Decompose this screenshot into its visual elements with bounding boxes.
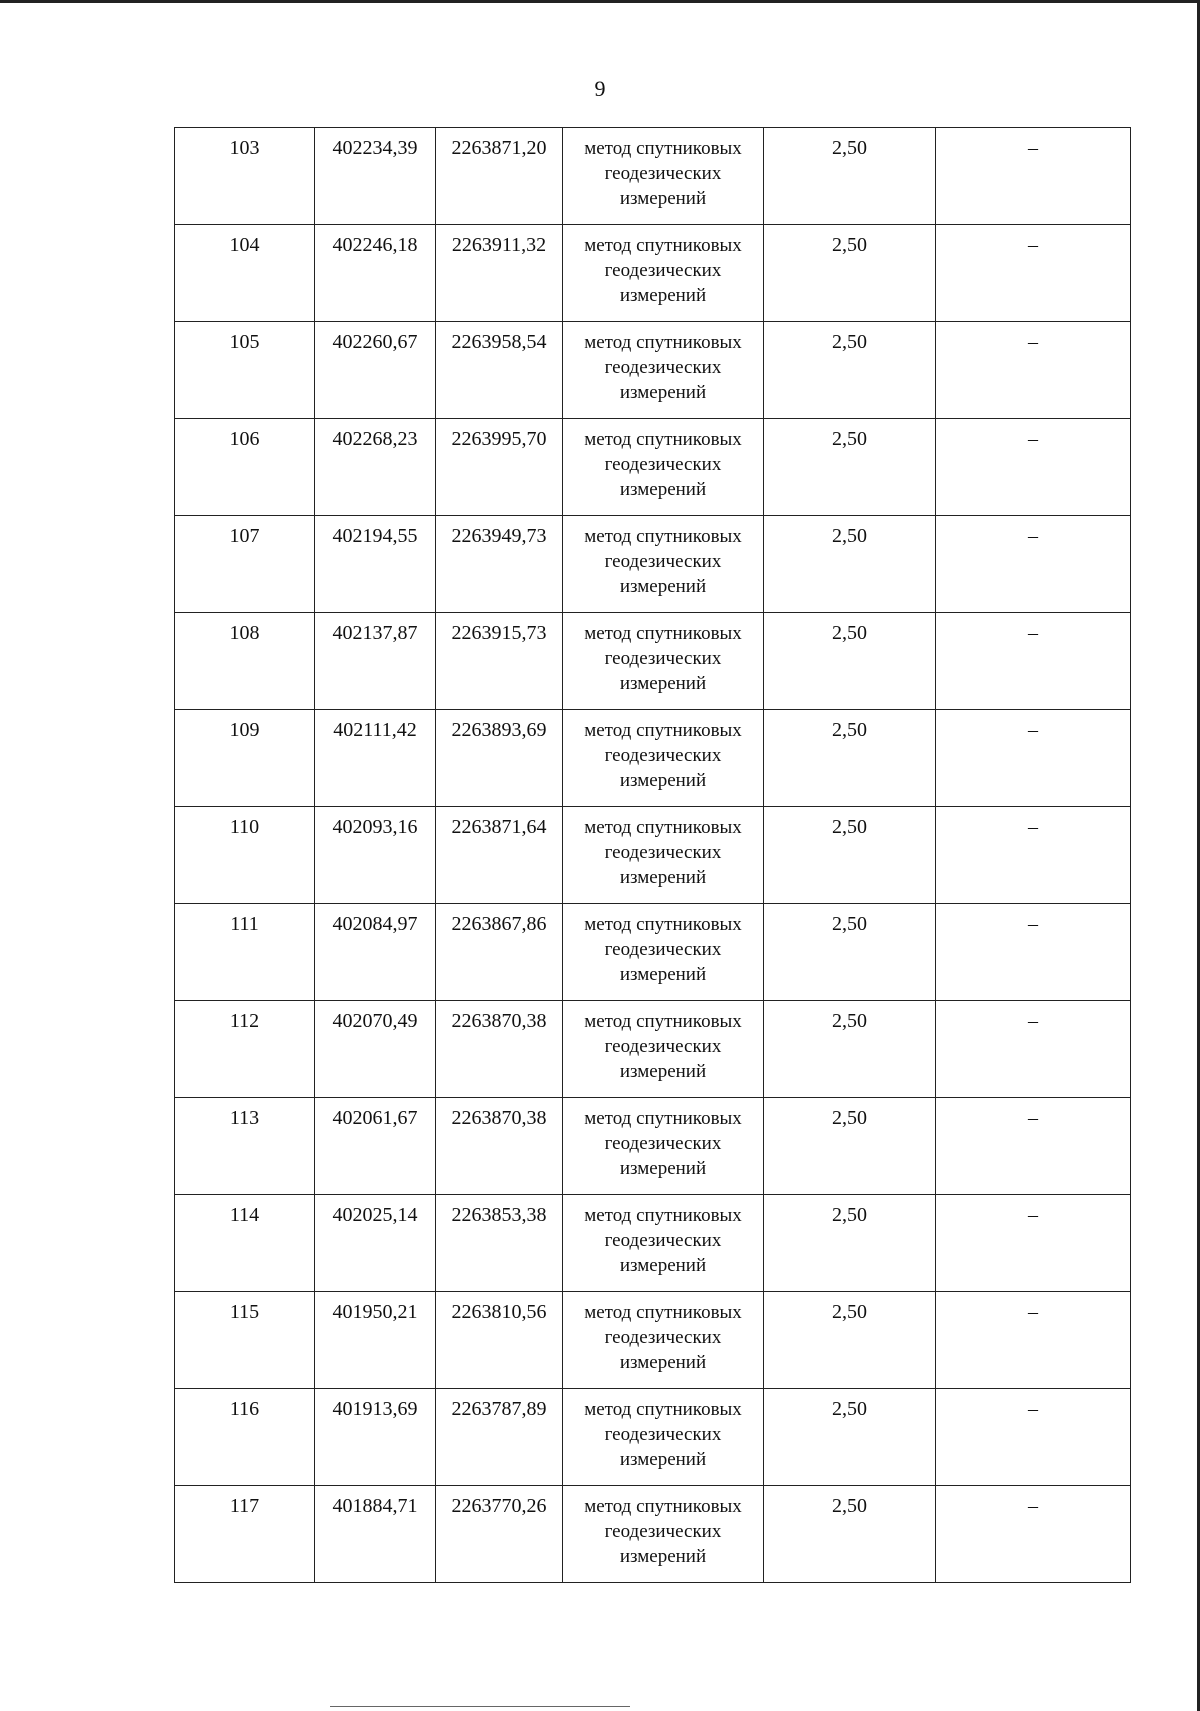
cell-point-number: 109 [175, 710, 315, 807]
cell-note: – [936, 904, 1131, 1001]
table-row [175, 419, 1131, 516]
table-row [175, 710, 1131, 807]
cell-coordinate-x: 402246,18 [315, 225, 436, 322]
cell-coordinate-x: 402084,97 [315, 904, 436, 1001]
table-row [175, 1001, 1131, 1098]
cell-coordinate-y: 2263893,69 [436, 710, 563, 807]
cell-point-number: 103 [175, 128, 315, 225]
cell-accuracy: 2,50 [764, 1195, 936, 1292]
cell-note: – [936, 1389, 1131, 1486]
cell-point-number: 114 [175, 1195, 315, 1292]
coordinates-table-body [175, 128, 1131, 1583]
cell-note: – [936, 1486, 1131, 1583]
cell-accuracy: 2,50 [764, 225, 936, 322]
table-row [175, 807, 1131, 904]
cell-coordinate-y: 2263810,56 [436, 1292, 563, 1389]
cell-coordinate-y: 2263870,38 [436, 1098, 563, 1195]
table-row [175, 322, 1131, 419]
cell-coordinate-x: 401884,71 [315, 1486, 436, 1583]
cell-coordinate-y: 2263915,73 [436, 613, 563, 710]
cell-point-number: 116 [175, 1389, 315, 1486]
cell-note: – [936, 419, 1131, 516]
cell-note: – [936, 516, 1131, 613]
cell-coordinate-y: 2263958,54 [436, 322, 563, 419]
cell-point-number: 115 [175, 1292, 315, 1389]
cell-coordinate-y: 2263949,73 [436, 516, 563, 613]
cell-accuracy: 2,50 [764, 1098, 936, 1195]
cell-note: – [936, 613, 1131, 710]
cell-method: метод спутниковых геодезических измерений [563, 128, 764, 225]
cell-method: метод спутниковых геодезических измерений [563, 1001, 764, 1098]
bottom-rule [330, 1706, 630, 1707]
cell-method: метод спутниковых геодезических измерений [563, 419, 764, 516]
cell-coordinate-x: 402061,67 [315, 1098, 436, 1195]
cell-method: метод спутниковых геодезических измерений [563, 1098, 764, 1195]
cell-coordinate-y: 2263870,38 [436, 1001, 563, 1098]
cell-method: метод спутниковых геодезических измерений [563, 1389, 764, 1486]
cell-method: метод спутниковых геодезических измерений [563, 1292, 764, 1389]
cell-point-number: 113 [175, 1098, 315, 1195]
cell-method: метод спутниковых геодезических измерений [563, 1195, 764, 1292]
cell-method: метод спутниковых геодезических измерений [563, 1486, 764, 1583]
cell-accuracy: 2,50 [764, 128, 936, 225]
table-row [175, 1389, 1131, 1486]
cell-coordinate-y: 2263871,64 [436, 807, 563, 904]
table-row [175, 1292, 1131, 1389]
cell-coordinate-y: 2263911,32 [436, 225, 563, 322]
cell-note: – [936, 225, 1131, 322]
cell-method: метод спутниковых геодезических измерений [563, 322, 764, 419]
table-row [175, 1486, 1131, 1583]
cell-accuracy: 2,50 [764, 419, 936, 516]
cell-point-number: 111 [175, 904, 315, 1001]
cell-point-number: 108 [175, 613, 315, 710]
cell-coordinate-x: 402070,49 [315, 1001, 436, 1098]
cell-coordinate-x: 402194,55 [315, 516, 436, 613]
cell-accuracy: 2,50 [764, 1486, 936, 1583]
cell-coordinate-y: 2263867,86 [436, 904, 563, 1001]
cell-coordinate-y: 2263871,20 [436, 128, 563, 225]
cell-point-number: 105 [175, 322, 315, 419]
cell-accuracy: 2,50 [764, 1389, 936, 1486]
cell-accuracy: 2,50 [764, 904, 936, 1001]
cell-method: метод спутниковых геодезических измерений [563, 613, 764, 710]
cell-note: – [936, 807, 1131, 904]
cell-point-number: 104 [175, 225, 315, 322]
cell-accuracy: 2,50 [764, 322, 936, 419]
table-row [175, 1098, 1131, 1195]
cell-coordinate-x: 401913,69 [315, 1389, 436, 1486]
cell-method: метод спутниковых геодезических измерений [563, 807, 764, 904]
cell-note: – [936, 1098, 1131, 1195]
table-row [175, 128, 1131, 225]
cell-accuracy: 2,50 [764, 516, 936, 613]
cell-method: метод спутниковых геодезических измерений [563, 710, 764, 807]
table-row [175, 613, 1131, 710]
cell-point-number: 112 [175, 1001, 315, 1098]
coordinates-table [174, 127, 1131, 1583]
cell-coordinate-x: 402025,14 [315, 1195, 436, 1292]
table-row [175, 1195, 1131, 1292]
cell-coordinate-x: 401950,21 [315, 1292, 436, 1389]
cell-point-number: 117 [175, 1486, 315, 1583]
cell-coordinate-x: 402093,16 [315, 807, 436, 904]
cell-note: – [936, 1292, 1131, 1389]
cell-coordinate-y: 2263995,70 [436, 419, 563, 516]
cell-point-number: 110 [175, 807, 315, 904]
cell-note: – [936, 710, 1131, 807]
cell-coordinate-y: 2263853,38 [436, 1195, 563, 1292]
cell-coordinate-x: 402260,67 [315, 322, 436, 419]
cell-note: – [936, 1195, 1131, 1292]
table-row [175, 904, 1131, 1001]
cell-note: – [936, 1001, 1131, 1098]
cell-coordinate-x: 402234,39 [315, 128, 436, 225]
cell-accuracy: 2,50 [764, 1292, 936, 1389]
cell-note: – [936, 322, 1131, 419]
cell-coordinate-y: 2263770,26 [436, 1486, 563, 1583]
cell-point-number: 106 [175, 419, 315, 516]
cell-coordinate-x: 402137,87 [315, 613, 436, 710]
table-row [175, 516, 1131, 613]
cell-method: метод спутниковых геодезических измерений [563, 516, 764, 613]
cell-accuracy: 2,50 [764, 1001, 936, 1098]
table-row [175, 225, 1131, 322]
cell-accuracy: 2,50 [764, 613, 936, 710]
cell-accuracy: 2,50 [764, 807, 936, 904]
cell-method: метод спутниковых геодезических измерений [563, 225, 764, 322]
cell-point-number: 107 [175, 516, 315, 613]
cell-note: – [936, 128, 1131, 225]
page-number: 9 [594, 76, 606, 101]
page-edge-top [0, 0, 1200, 3]
cell-coordinate-y: 2263787,89 [436, 1389, 563, 1486]
cell-coordinate-x: 402111,42 [315, 710, 436, 807]
cell-coordinate-x: 402268,23 [315, 419, 436, 516]
cell-method: метод спутниковых геодезических измерений [563, 904, 764, 1001]
cell-accuracy: 2,50 [764, 710, 936, 807]
